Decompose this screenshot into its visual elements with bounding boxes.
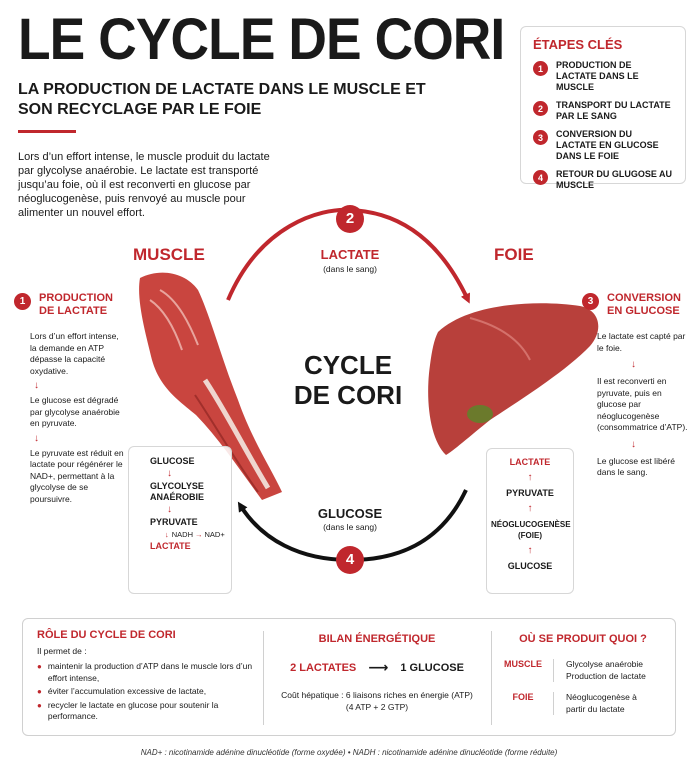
role-bullet-text: recycler le lactate en glucose pour soutenir la performance. bbox=[47, 699, 219, 721]
foie-text-2: Il est reconverti en pyruvate, puis en glucose par néoglucogenèse (consommatrice d’ATP). bbox=[597, 376, 688, 432]
glucose-arc-label: GLUCOSE bbox=[317, 506, 383, 521]
bilan-equation bbox=[265, 659, 489, 676]
ou-row-label: FOIE bbox=[512, 692, 534, 702]
nadh-label: NADH bbox=[171, 530, 194, 539]
liver-illustration bbox=[428, 303, 598, 455]
column-divider bbox=[263, 631, 264, 725]
muscle-flow-box bbox=[128, 446, 232, 594]
bilan-left: 2 LACTATES bbox=[290, 661, 357, 674]
bilan-cost: Coût hépatique : 6 liaisons riches en énergie (ATP) bbox=[281, 690, 473, 700]
muscle-text-2: Le glucose est dégradé par glycolyse anaérobie en pyruvate. bbox=[30, 395, 120, 428]
role-title: RÔLE DU CYCLE DE CORI bbox=[37, 629, 176, 641]
step-number-badge: 3 bbox=[533, 130, 548, 145]
arrow-up-icon: ↑ bbox=[527, 472, 533, 483]
key-step-label: PRODUCTION DE LACTATE DANS LE MUSCLE bbox=[556, 60, 639, 92]
arrow-right-icon: ⟶ bbox=[368, 659, 389, 675]
cycle-step-4-number: 4 bbox=[345, 551, 355, 568]
column-divider bbox=[491, 631, 492, 725]
ou-row-muscle bbox=[493, 659, 673, 682]
bullet-icon: ● bbox=[37, 662, 42, 671]
flow-pyruvate: PYRUVATE bbox=[150, 517, 198, 527]
bilan-section bbox=[265, 633, 489, 712]
glucose-arc-sublabel: (dans le sang) bbox=[323, 522, 377, 532]
step-number-badge: 1 bbox=[533, 61, 548, 76]
ou-section bbox=[493, 633, 673, 715]
step-number-badge: 2 bbox=[533, 101, 548, 116]
page-subtitle: LA PRODUCTION DE LACTATE DANS LE MUSCLE ET SON RECYCLAGE PAR LE FOIE bbox=[18, 81, 426, 118]
arrow-up-icon: ↑ bbox=[527, 503, 533, 514]
step-number-badge: 4 bbox=[533, 170, 548, 185]
footnote: NAD+ : nicotinamide adénine dinucléotide (forme oxydée) • NADH : nicotinamide adénine dinucléotide (forme réduite) bbox=[140, 748, 558, 757]
muscle-step-heading bbox=[14, 292, 124, 318]
key-step-label: RETOUR DU GLUGOSE AU MUSCLE bbox=[556, 169, 673, 190]
arrow-down-icon: ↓ bbox=[167, 504, 172, 515]
ou-title: OÙ SE PRODUIT QUOI ? bbox=[519, 633, 647, 645]
muscle-step-title: PRODUCTION DE LACTATE bbox=[39, 292, 113, 317]
arrow-down-icon: ↓ bbox=[34, 380, 39, 391]
role-bullet bbox=[37, 661, 257, 684]
ou-row-desc: Glycolyse anaérobie Production de lactate bbox=[553, 659, 653, 682]
step-number-badge: 1 bbox=[14, 293, 31, 310]
nadh-conversion bbox=[129, 530, 231, 539]
flow-neoglucogenese: NÉOGLUCOGENÈSE (FOIE) bbox=[491, 520, 571, 540]
role-bullet bbox=[37, 686, 257, 698]
flow-lactate: LACTATE bbox=[150, 541, 191, 551]
role-intro: Il permet de : bbox=[37, 646, 87, 656]
intro-paragraph: Lors d’un effort intense, le muscle produit du lactate par glycolyse anaérobie. Le lactate est transporté jusqu’au foie, où il est reconverti en glucose par néoglucogenèse, puis renvoyé au muscle pour alimenter un nouvel effort. bbox=[18, 151, 270, 219]
cycle-center-title: CYCLE DE CORI bbox=[293, 350, 403, 410]
step-number-badge: 3 bbox=[582, 293, 599, 310]
bullet-icon: ● bbox=[37, 687, 42, 696]
muscle-text-3: Le pyruvate est réduit en lactate pour régénérer le NAD+, permettant à la glycolyse de se poursuivre. bbox=[30, 447, 124, 504]
ou-row-foie bbox=[493, 692, 673, 715]
bilan-cost-detail: (4 ATP + 2 GTP) bbox=[345, 702, 409, 712]
bilan-title: BILAN ÉNERGÉTIQUE bbox=[318, 633, 436, 645]
foie-step-title: CONVERSION EN GLUCOSE bbox=[607, 292, 681, 317]
muscle-text-1: Lors d’un effort intense, la demande en ATP dépasse la capacité oxydative. bbox=[30, 331, 119, 376]
foie-flow-box bbox=[486, 448, 574, 594]
arrow-up-icon: ↑ bbox=[527, 545, 533, 556]
flow-lactate: LACTATE bbox=[509, 457, 551, 467]
role-bullet bbox=[37, 700, 257, 723]
nad-label: NAD+ bbox=[204, 530, 225, 539]
role-section bbox=[37, 629, 257, 723]
muscle-label: MUSCLE bbox=[133, 245, 205, 264]
foie-explanations bbox=[597, 331, 693, 479]
arrow-down-icon: ↓ bbox=[165, 530, 169, 539]
role-bullet-text: éviter l’accumulation excessive de lactate, bbox=[47, 686, 207, 696]
flow-glucose: GLUCOSE bbox=[507, 561, 553, 571]
flow-glucose: GLUCOSE bbox=[150, 456, 195, 466]
foie-text-1: Le lactate est capté par le foie. bbox=[597, 331, 686, 353]
bilan-right: 1 GLUCOSE bbox=[400, 661, 464, 674]
arrow-down-icon: ↓ bbox=[631, 438, 636, 450]
ou-row-desc: Néoglucogenèse à partir du lactate bbox=[553, 692, 653, 715]
bullet-icon: ● bbox=[37, 700, 42, 710]
role-bullet-text: maintenir la production d’ATP dans le muscle lors d’un effort intense, bbox=[47, 661, 253, 683]
arrow-down-icon: ↓ bbox=[34, 432, 39, 444]
arrow-down-icon: ↓ bbox=[631, 359, 636, 370]
muscle-explanations bbox=[30, 331, 126, 505]
arrow-right-icon: → bbox=[195, 530, 203, 539]
foie-step-heading bbox=[582, 292, 694, 318]
lactate-arc-label: LACTATE bbox=[320, 247, 380, 262]
cycle-step-2-number: 2 bbox=[345, 210, 355, 227]
key-step-label: TRANSPORT DU LACTATE PAR LE SANG bbox=[556, 100, 671, 121]
key-steps-heading: ÉTAPES CLÉS bbox=[533, 37, 623, 52]
foie-label: FOIE bbox=[494, 245, 534, 264]
key-step-label: CONVERSION DU LACTATE EN GLUCOSE DANS LE FOIE bbox=[556, 129, 659, 161]
ou-row-label: MUSCLE bbox=[504, 659, 542, 669]
flow-pyruvate: PYRUVATE bbox=[506, 488, 554, 498]
foie-text-3: Le glucose est libéré dans le sang. bbox=[597, 455, 675, 477]
page-title: LE CYCLE DE CORI bbox=[18, 7, 505, 72]
arrow-down-icon: ↓ bbox=[167, 468, 172, 479]
lactate-arc-sublabel: (dans le sang) bbox=[323, 264, 377, 274]
flow-glycolyse: GLYCOLYSE ANAÉROBIE bbox=[150, 481, 205, 502]
summary-panel bbox=[22, 618, 676, 736]
